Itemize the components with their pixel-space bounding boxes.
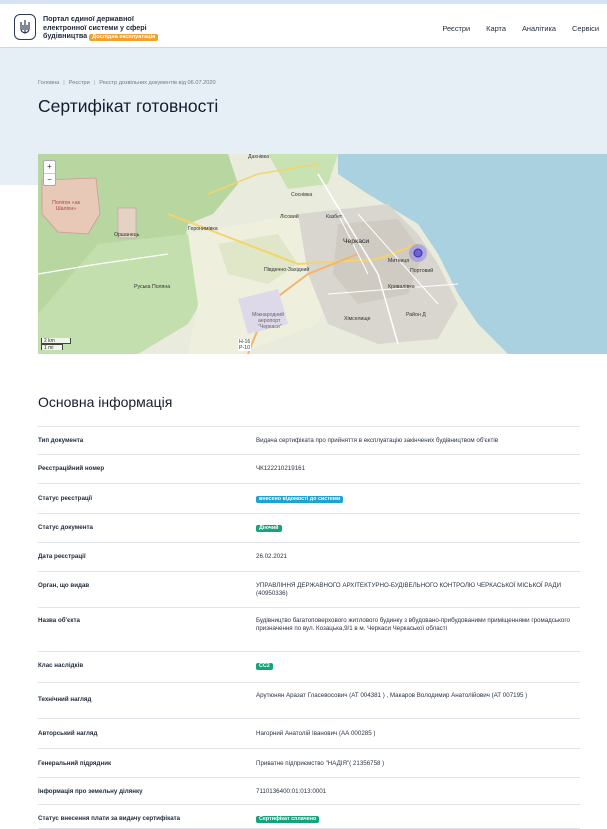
map-label-lisovyi: Лісовий	[280, 214, 299, 220]
breadcrumb-separator: |	[63, 80, 65, 86]
status-badge: внесено відомості до системи	[256, 496, 343, 503]
table-row	[38, 484, 580, 514]
row-key: Тип документа	[38, 437, 84, 444]
breadcrumb-current: Реєстр дозвільних документів від 06.07.2020	[99, 80, 216, 86]
row-key: Реєстраційний номер	[38, 465, 105, 472]
row-value: Нагорний Анатолій Іванович (АА 000285 )	[256, 730, 376, 737]
breadcrumb	[38, 80, 216, 86]
brand-line-2: електронної системи у сфері	[43, 22, 147, 32]
row-key: Назва об'єкта	[38, 617, 81, 624]
info-table	[38, 426, 580, 829]
table-row	[38, 608, 580, 652]
row-key: Орган, що видав	[38, 582, 90, 589]
map-label-dakhnivka: Дахнівка	[248, 154, 270, 160]
row-key: Технічний нагляд	[38, 696, 92, 703]
row-key: Клас наслідків	[38, 662, 84, 669]
location-map[interactable]	[38, 154, 607, 354]
zoom-out-button[interactable]: −	[44, 173, 55, 185]
map-label-ruska-poliana: Руська Поляна	[134, 284, 171, 290]
beta-badge: Дослідна експлуатація	[89, 34, 158, 41]
map-label-airport-2: аеропорт	[258, 318, 281, 324]
table-row	[38, 719, 580, 749]
table-row	[38, 683, 580, 719]
map-label-raion-d: Район Д	[406, 312, 426, 318]
scale-km: 2 km	[41, 338, 71, 344]
row-key: Статус реєстрації	[38, 495, 93, 502]
map-label-mytnytsia: Митниця	[388, 258, 410, 264]
row-value: 26.02.2021	[256, 553, 287, 560]
map-label-polygon: Полігон «ак Шаліхн»	[52, 200, 80, 212]
hero-background-edge	[0, 158, 38, 185]
map-label-heronymivka: Геронимівка	[188, 226, 218, 232]
site-header	[0, 4, 607, 48]
row-key: Генеральний підрядник	[38, 760, 112, 767]
row-value: УПРАВЛІННЯ ДЕРЖАВНОГО АРХІТЕКТУРНО-БУДІВЕЛЬНОГО КОНТРОЛЮ ЧЕРКАСЬКОЇ МІСЬКОЇ РАДИ (40950336)	[256, 582, 562, 597]
table-row	[38, 426, 580, 455]
map-road-r10: Р-10	[239, 345, 250, 351]
table-row	[38, 778, 580, 805]
map-zoom-control	[43, 160, 56, 186]
trident-logo-icon[interactable]	[14, 14, 36, 40]
table-row	[38, 749, 580, 778]
map-label-portovyi: Портовий	[410, 268, 434, 274]
row-key: Інформація про земельну ділянку	[38, 788, 143, 795]
table-row	[38, 543, 580, 572]
row-value: ЧК122210219161	[256, 465, 306, 472]
nav-map[interactable]: Карта	[486, 24, 506, 33]
breadcrumb-home[interactable]: Головна	[38, 80, 60, 86]
row-key: Статус внесення плати за видачу сертифіката	[38, 815, 181, 822]
row-value: Видача сертифіката про прийняття в експлуатацію закінчених будівництвом об'єктів	[256, 437, 498, 444]
nav-registries[interactable]: Реєстри	[442, 24, 471, 33]
table-row	[38, 805, 580, 829]
status-badge: Сертифікат сплачено	[256, 816, 319, 823]
page-title: Сертифікат готовності	[38, 96, 219, 116]
breadcrumb-registries[interactable]: Реєстри	[68, 80, 90, 86]
nav-services[interactable]: Сервіси	[572, 24, 599, 33]
brand-line-3: будівництва	[43, 31, 88, 41]
brand-line-1: Портал єдиної державної	[43, 14, 134, 23]
map-road-h16: Н-16	[239, 339, 251, 345]
map-label-airport-3: "Черкаси"	[258, 324, 282, 330]
map-label-orshanets: Оршанець	[114, 232, 140, 238]
map-label-kazbet: Казбет	[326, 214, 343, 220]
row-value: 7110136400:01:013:0001	[256, 788, 327, 795]
row-key: Авторський нагляд	[38, 730, 98, 737]
scale-mi: 1 mi	[41, 344, 63, 350]
zoom-in-button[interactable]: +	[47, 162, 52, 171]
nav-analytics[interactable]: Аналітика	[521, 24, 557, 33]
row-value: Будівництво багатоповерхового житлового будинку з вбудовано-прибудованими приміщеннями громадського призначення по вул. Козацька,9/1 в м. Черкаси Черкаської області	[256, 617, 570, 632]
map-tiles	[38, 154, 607, 354]
row-value: Арутюнян Аразат Гласевосович (АТ 004381 ) , Макаров Володимир Анатолійович (АТ 007195 )	[256, 692, 528, 699]
row-value: Приватне підприємство "НАДІЯ"( 21356758 )	[256, 760, 385, 767]
table-row	[38, 572, 580, 608]
table-row	[38, 652, 580, 683]
status-badge: Діючий	[256, 525, 282, 532]
map-label-sosnivka: Соснівка	[291, 192, 313, 198]
main-nav	[442, 24, 599, 33]
map-label-khimselyshche: Хімселище	[344, 316, 371, 322]
portal-brand[interactable]	[43, 15, 163, 41]
row-key: Статус документа	[38, 524, 93, 531]
map-label-cherkasy: Черкаси	[343, 238, 370, 245]
map-label-pivdenno-zakhidnyi: Південно-Західний	[264, 267, 310, 273]
table-row	[38, 514, 580, 543]
table-row	[38, 455, 580, 484]
map-label-kryvalivka: Кривалівка	[388, 284, 415, 290]
status-badge: СС2	[256, 663, 273, 670]
row-key: Дата реєстрації	[38, 553, 86, 560]
section-title: Основна інформація	[38, 394, 173, 410]
map-label-airport-1: Міжнародний	[252, 312, 285, 318]
map-scale	[41, 338, 71, 350]
breadcrumb-separator: |	[93, 80, 96, 86]
